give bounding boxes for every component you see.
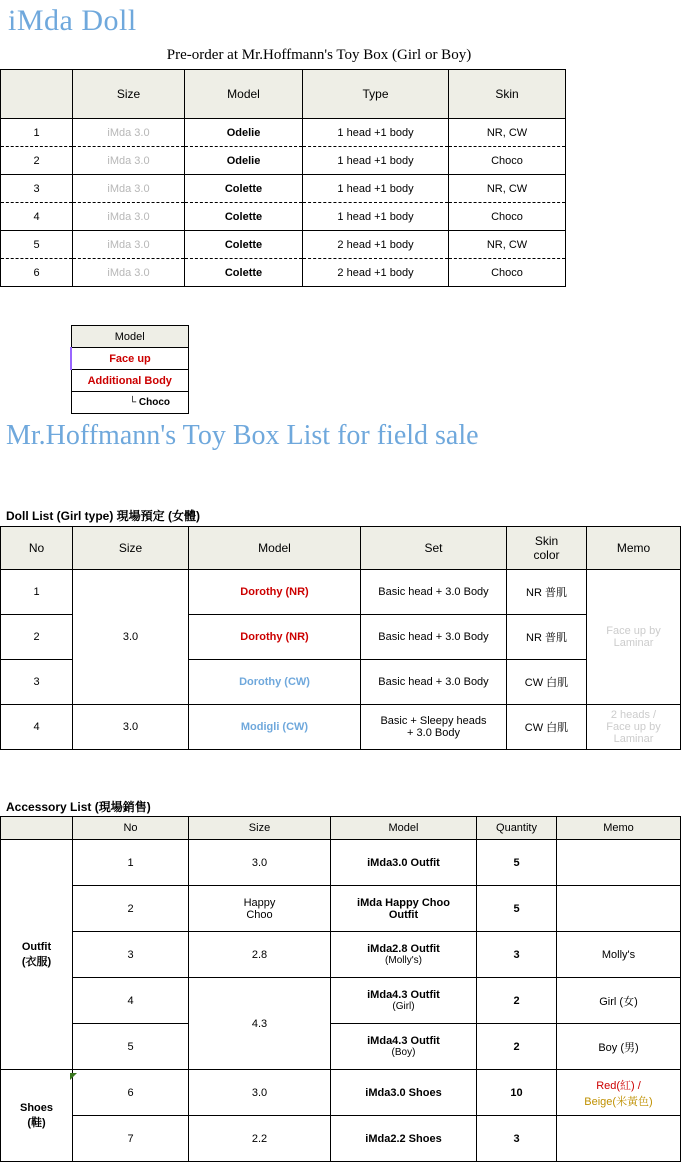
- legend-row: [71, 392, 189, 414]
- category-label-en: Outfit: [21, 940, 52, 953]
- cell-model: [331, 1024, 477, 1070]
- col-header-blank: [1, 70, 73, 119]
- cell-type: 1 head +1 body: [303, 119, 449, 147]
- cell-memo: Girl (女): [557, 978, 681, 1024]
- cell-no: 4: [73, 978, 189, 1024]
- cell-model: Modigli (CW): [189, 705, 361, 750]
- cell-model: Odelie: [185, 119, 303, 147]
- cell-model: Colette: [185, 203, 303, 231]
- cell-memo: Boy (男): [557, 1024, 681, 1070]
- table-header-row: [1, 527, 681, 570]
- cell-size: Happy Choo: [189, 886, 331, 932]
- table-row: [1, 1070, 681, 1116]
- cell-size: 2.2: [189, 1116, 331, 1162]
- cell-no: 5: [1, 231, 73, 259]
- model-name: iMda2.8 Outfit: [367, 943, 440, 955]
- cell-size: 2.8: [189, 932, 331, 978]
- legend-additional-body: Additional Body: [71, 370, 189, 392]
- cell-model: Dorothy (CW): [189, 660, 361, 705]
- category-label-en: Shoes: [19, 1101, 53, 1114]
- cell-size: iMda 3.0: [73, 259, 185, 287]
- page-title: iMda Doll: [8, 4, 137, 37]
- cell-model: iMda3.0 Outfit: [331, 840, 477, 886]
- cell-no: 4: [1, 203, 73, 231]
- col-header-set: Set: [361, 527, 507, 570]
- table-row: [1, 203, 566, 231]
- cell-quantity: 5: [477, 840, 557, 886]
- col-header-no: No: [73, 817, 189, 840]
- cell-set: Basic + Sleepy heads + 3.0 Body: [361, 705, 507, 750]
- cell-memo: [557, 1070, 681, 1116]
- cell-skin-color: NR 普肌: [507, 570, 587, 615]
- cell-model: Colette: [185, 231, 303, 259]
- table-row: [1, 570, 681, 615]
- cell-size: 3.0: [73, 570, 189, 705]
- cell-skin: Choco: [449, 203, 566, 231]
- cell-memo: Molly's: [557, 932, 681, 978]
- cell-quantity: 5: [477, 886, 557, 932]
- cell-no: 2: [73, 886, 189, 932]
- category-label-zh: (鞋): [27, 1116, 46, 1129]
- cell-size: iMda 3.0: [73, 119, 185, 147]
- cell-model: iMda Happy Choo Outfit: [331, 886, 477, 932]
- accessory-list-table: [0, 816, 681, 1162]
- cell-skin: Choco: [449, 147, 566, 175]
- cell-quantity: 2: [477, 1024, 557, 1070]
- table-row: [1, 1024, 681, 1070]
- cell-size: 3.0: [73, 705, 189, 750]
- cell-skin: NR, CW: [449, 119, 566, 147]
- cell-no: 3: [73, 932, 189, 978]
- table-row: [1, 705, 681, 750]
- cell-memo: [557, 840, 681, 886]
- preorder-table: [0, 69, 566, 287]
- cell-no: 6: [1, 259, 73, 287]
- legend-header-row: [71, 326, 189, 348]
- cell-no: 5: [73, 1024, 189, 1070]
- cell-skin: NR, CW: [449, 231, 566, 259]
- cell-quantity: 10: [477, 1070, 557, 1116]
- col-header-model: Model: [331, 817, 477, 840]
- cell-skin: NR, CW: [449, 175, 566, 203]
- cell-memo: 2 heads / Face up by Laminar: [587, 705, 681, 750]
- table-row: [1, 175, 566, 203]
- cell-type: 1 head +1 body: [303, 175, 449, 203]
- cell-quantity: 2: [477, 978, 557, 1024]
- cell-model: iMda2.2 Shoes: [331, 1116, 477, 1162]
- model-subtitle: (Girl): [392, 1001, 415, 1012]
- col-header-type: Type: [303, 70, 449, 119]
- legend-row: [71, 370, 189, 392]
- col-header-size: Size: [189, 817, 331, 840]
- cell-size: iMda 3.0: [73, 231, 185, 259]
- model-subtitle: (Boy): [391, 1047, 416, 1058]
- cell-model: Dorothy (NR): [189, 570, 361, 615]
- cell-type: 2 head +1 body: [303, 259, 449, 287]
- col-header-size: Size: [73, 527, 189, 570]
- cell-size: iMda 3.0: [73, 175, 185, 203]
- cell-size: 4.3: [189, 978, 331, 1070]
- cell-no: 6: [73, 1070, 189, 1116]
- cell-memo: [557, 1116, 681, 1162]
- table-header-row: [1, 817, 681, 840]
- table-row: [1, 932, 681, 978]
- field-sale-title: Mr.Hoffmann's Toy Box List for field sale: [6, 420, 479, 451]
- memo-line-beige: Beige(米黃色): [584, 1095, 653, 1108]
- cell-size: 3.0: [189, 1070, 331, 1116]
- legend-table: [70, 325, 189, 414]
- doll-list-label: Doll List (Girl type) 現場預定 (女體): [6, 509, 200, 523]
- cell-no: 1: [73, 840, 189, 886]
- cell-memo: [557, 886, 681, 932]
- table-row: [1, 886, 681, 932]
- col-header-memo: Memo: [587, 527, 681, 570]
- table-row: [1, 231, 566, 259]
- cell-size: iMda 3.0: [73, 203, 185, 231]
- cell-model: [331, 978, 477, 1024]
- cell-type: 2 head +1 body: [303, 231, 449, 259]
- col-header-skin-color: Skin color: [507, 527, 587, 570]
- cell-model: [331, 932, 477, 978]
- cell-no: 1: [1, 570, 73, 615]
- col-header-size: Size: [73, 70, 185, 119]
- cell-type: 1 head +1 body: [303, 147, 449, 175]
- accessory-list-label: Accessory List (現場銷售): [6, 800, 151, 814]
- col-header-memo: Memo: [557, 817, 681, 840]
- table-header-row: [1, 70, 566, 119]
- category-label-zh: (衣服): [21, 955, 52, 968]
- cell-quantity: 3: [477, 932, 557, 978]
- legend-row: [71, 348, 189, 370]
- table-row: [1, 978, 681, 1024]
- table-row: [1, 147, 566, 175]
- preorder-subtitle: Pre-order at Mr.Hoffmann's Toy Box (Girl or Boy): [166, 47, 472, 63]
- cell-category-outfit: [1, 840, 73, 1070]
- cell-no: 4: [1, 705, 73, 750]
- table-row: [1, 840, 681, 886]
- cell-skin-color: NR 普肌: [507, 615, 587, 660]
- cell-quantity: 3: [477, 1116, 557, 1162]
- cell-model: iMda3.0 Shoes: [331, 1070, 477, 1116]
- cell-no: 7: [73, 1116, 189, 1162]
- cell-skin: Choco: [449, 259, 566, 287]
- col-header-quantity: Quantity: [477, 817, 557, 840]
- cell-size: iMda 3.0: [73, 147, 185, 175]
- col-header-category: [1, 817, 73, 840]
- legend-header: Model: [71, 326, 189, 348]
- col-header-model: Model: [185, 70, 303, 119]
- cell-no: 2: [1, 147, 73, 175]
- table-row: [1, 259, 566, 287]
- table-row: [1, 1116, 681, 1162]
- model-subtitle: (Molly's): [385, 955, 422, 966]
- cell-no: 3: [1, 660, 73, 705]
- cell-memo: Face up by Laminar: [587, 570, 681, 705]
- cell-model: Odelie: [185, 147, 303, 175]
- col-header-skin: Skin: [449, 70, 566, 119]
- cell-model: Colette: [185, 175, 303, 203]
- cell-no: 1: [1, 119, 73, 147]
- model-name: iMda4.3 Outfit: [367, 1035, 440, 1047]
- legend-choco: └ Choco: [71, 392, 189, 414]
- cell-skin-color: CW 白肌: [507, 705, 587, 750]
- cell-no: 2: [1, 615, 73, 660]
- comment-marker-icon: [70, 1073, 77, 1080]
- memo-line-red: Red(紅) /: [596, 1079, 641, 1092]
- cell-set: Basic head + 3.0 Body: [361, 615, 507, 660]
- cell-model: Dorothy (NR): [189, 615, 361, 660]
- cell-category-shoes: [1, 1070, 73, 1162]
- model-name: iMda4.3 Outfit: [367, 989, 440, 1001]
- doll-list-table: [0, 526, 681, 750]
- cell-no: 3: [1, 175, 73, 203]
- cell-size: 3.0: [189, 840, 331, 886]
- legend-face-up: Face up: [71, 348, 189, 370]
- cell-set: Basic head + 3.0 Body: [361, 660, 507, 705]
- table-row: [1, 119, 566, 147]
- col-header-model: Model: [189, 527, 361, 570]
- cell-model: Colette: [185, 259, 303, 287]
- cell-skin-color: CW 白肌: [507, 660, 587, 705]
- cell-set: Basic head + 3.0 Body: [361, 570, 507, 615]
- col-header-no: No: [1, 527, 73, 570]
- cell-type: 1 head +1 body: [303, 203, 449, 231]
